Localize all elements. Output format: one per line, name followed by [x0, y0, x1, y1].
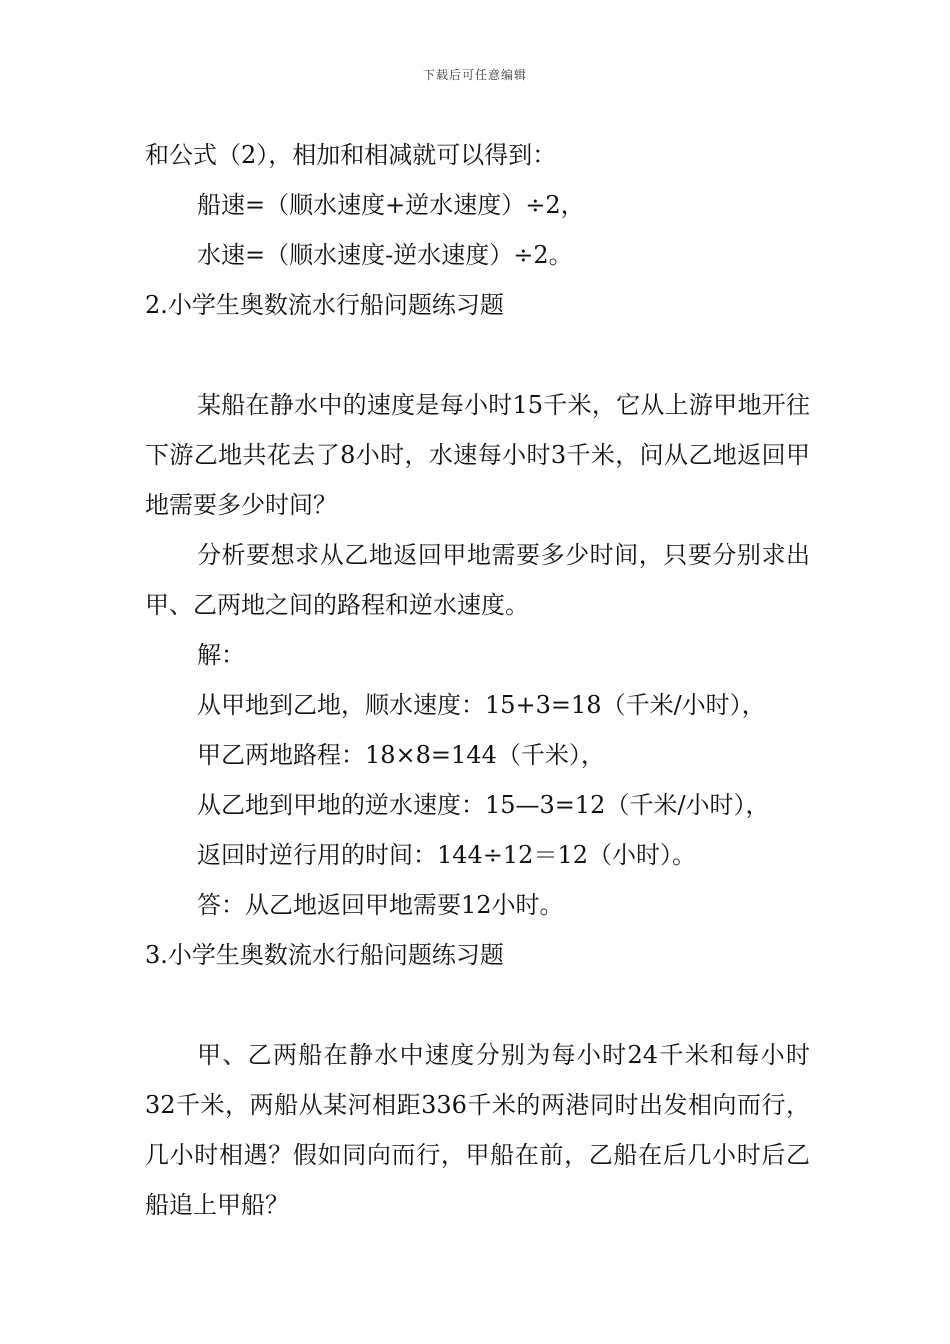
problem-2-analysis: 分析要想求从乙地返回甲地需要多少时间，只要分别求出甲、乙两地之间的路程和逆水速度。	[145, 541, 810, 619]
boat-speed-formula: 船速=（顺水速度+逆水速度）÷2，	[197, 191, 585, 219]
section-3-heading: 3.小学生奥数流水行船问题练习题	[145, 941, 504, 969]
document-body	[145, 130, 810, 1230]
solution-step: 返回时逆行用的时间：144÷12＝12（小时）。	[197, 841, 696, 869]
problem-3-text: 甲、乙两船在静水中速度分别为每小时24千米和每小时32千米，两船从某河相距336千米的两港同时出发相向而行，几小时相遇？假如同向而行，甲船在前，乙船在后几小时后乙船追上甲船？	[145, 1041, 810, 1219]
solution-label: 解：	[197, 641, 245, 669]
solution-step: 甲乙两地路程：18×8=144（千米），	[197, 741, 605, 769]
answer-line: 答：从乙地返回甲地需要12小时。	[197, 891, 564, 919]
formula-intro: 和公式（2），相加和相减就可以得到：	[145, 141, 557, 169]
page-header: 下载后可任意编辑	[422, 68, 527, 82]
spacer	[145, 980, 810, 1030]
water-speed-formula: 水速=（顺水速度-逆水速度）÷2。	[197, 241, 573, 269]
solution-step: 从乙地到甲地的逆水速度：15—3=12（千米/小时），	[197, 791, 770, 819]
spacer	[145, 330, 810, 380]
section-2-heading: 2.小学生奥数流水行船问题练习题	[145, 291, 504, 319]
solution-step: 从甲地到乙地，顺水速度：15+3=18（千米/小时），	[197, 691, 766, 719]
problem-2-text: 某船在静水中的速度是每小时15千米，它从上游甲地开往下游乙地共花去了8小时，水速每小时3千米，问从乙地返回甲地需要多少时间？	[145, 391, 810, 519]
